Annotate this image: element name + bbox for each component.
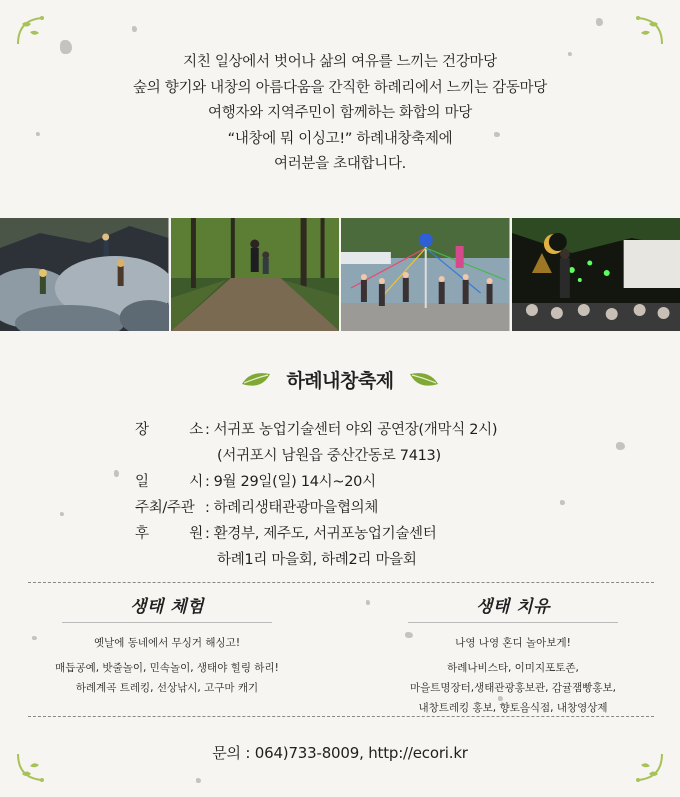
date-row: 일 시 : 9월 29일(일) 14시~20시 [135, 469, 497, 495]
photo-night-screening [512, 218, 680, 331]
photo-maypole-festival [341, 218, 510, 331]
venue-label: 장 소 [135, 422, 203, 438]
intro-line: 숲의 향기와 내창의 아름다움을 간직한 하례리에서 느끼는 감동마당 [133, 79, 547, 96]
leaf-icon [240, 370, 272, 390]
festival-title-row [0, 366, 680, 393]
contact-info: 문의 : 064)733-8009, http://ecori.kr [212, 744, 468, 762]
sponsor-value-2: 하례1리 마을회, 하례2리 마을회 [217, 552, 417, 568]
venue-row: 장 소 : 서귀포 농업기술센터 야외 공연장(개막식 2시) [135, 417, 497, 443]
sponsor-label: 후 원 [135, 526, 203, 542]
corner-ornament-icon [14, 14, 48, 48]
corner-ornament-icon [632, 14, 666, 48]
host-value: 하례리생태관광마을협의체 [213, 500, 379, 516]
venue-address: (서귀포시 남원읍 중산간동로 7413) [217, 448, 441, 464]
divider [28, 716, 654, 717]
photo-stream-trekking [0, 218, 169, 331]
list-item: 매듭공예, 밧줄놀이, 민속놀이, 생태야 힐링 하리! [55, 662, 279, 674]
divider [28, 582, 654, 583]
photo-forest-trail [171, 218, 340, 331]
host-label: 주최/주관 [135, 500, 195, 516]
healing-list [378, 658, 648, 718]
divider [408, 622, 618, 623]
host-row: 주최/주관 : 하례리생태관광마을협의체 [135, 495, 497, 521]
sponsor-value: 환경부, 제주도, 서귀포농업기술센터 [213, 526, 437, 542]
intro-line: 여러분을 초대합니다. [274, 156, 406, 172]
experience-title: 생태 체험 [129, 597, 205, 617]
divider [62, 622, 272, 623]
date-value: 9월 29일(일) 14시~20시 [213, 474, 376, 490]
date-label: 일 시 [135, 474, 203, 490]
festival-info [135, 417, 497, 573]
list-item: 하례나비스타, 이미지포토존, [447, 662, 579, 674]
list-item: 마을트명장터,생태관광홍보관, 감귤잼빵홍보, [409, 682, 617, 694]
sponsor-row: 후 원 : 환경부, 제주도, 서귀포농업기술센터 [135, 521, 497, 547]
experience-subtitle: 옛날에 동네에서 무싱거 해싱고! [93, 637, 241, 649]
venue-value: 서귀포 농업기술센터 야외 공연장(개막식 2시) [213, 422, 498, 438]
intro-text [0, 50, 680, 178]
leaf-icon [408, 370, 440, 390]
photo-strip [0, 218, 680, 331]
experience-list [32, 658, 302, 698]
healing-title: 생태 치유 [475, 597, 551, 617]
festival-title: 하례내창축제 [286, 370, 394, 392]
healing-column [378, 592, 648, 718]
intro-line: 여행자와 지역주민이 함께하는 화합의 마당 [208, 105, 472, 121]
intro-line: 지친 일상에서 벗어나 삶의 여유를 느끼는 건강마당 [183, 54, 497, 70]
intro-line: “내창에 뭐 이싱고!” 하례내창축제에 [227, 130, 453, 147]
list-item: 내창트레킹 홍보, 향토음식점, 내창영상제 [418, 702, 608, 714]
list-item: 하례계곡 트레킹, 선상낚시, 고구마 캐기 [75, 682, 259, 694]
experience-column [32, 592, 302, 698]
healing-subtitle: 나영 나영 혼디 놀아보게! [455, 637, 571, 649]
